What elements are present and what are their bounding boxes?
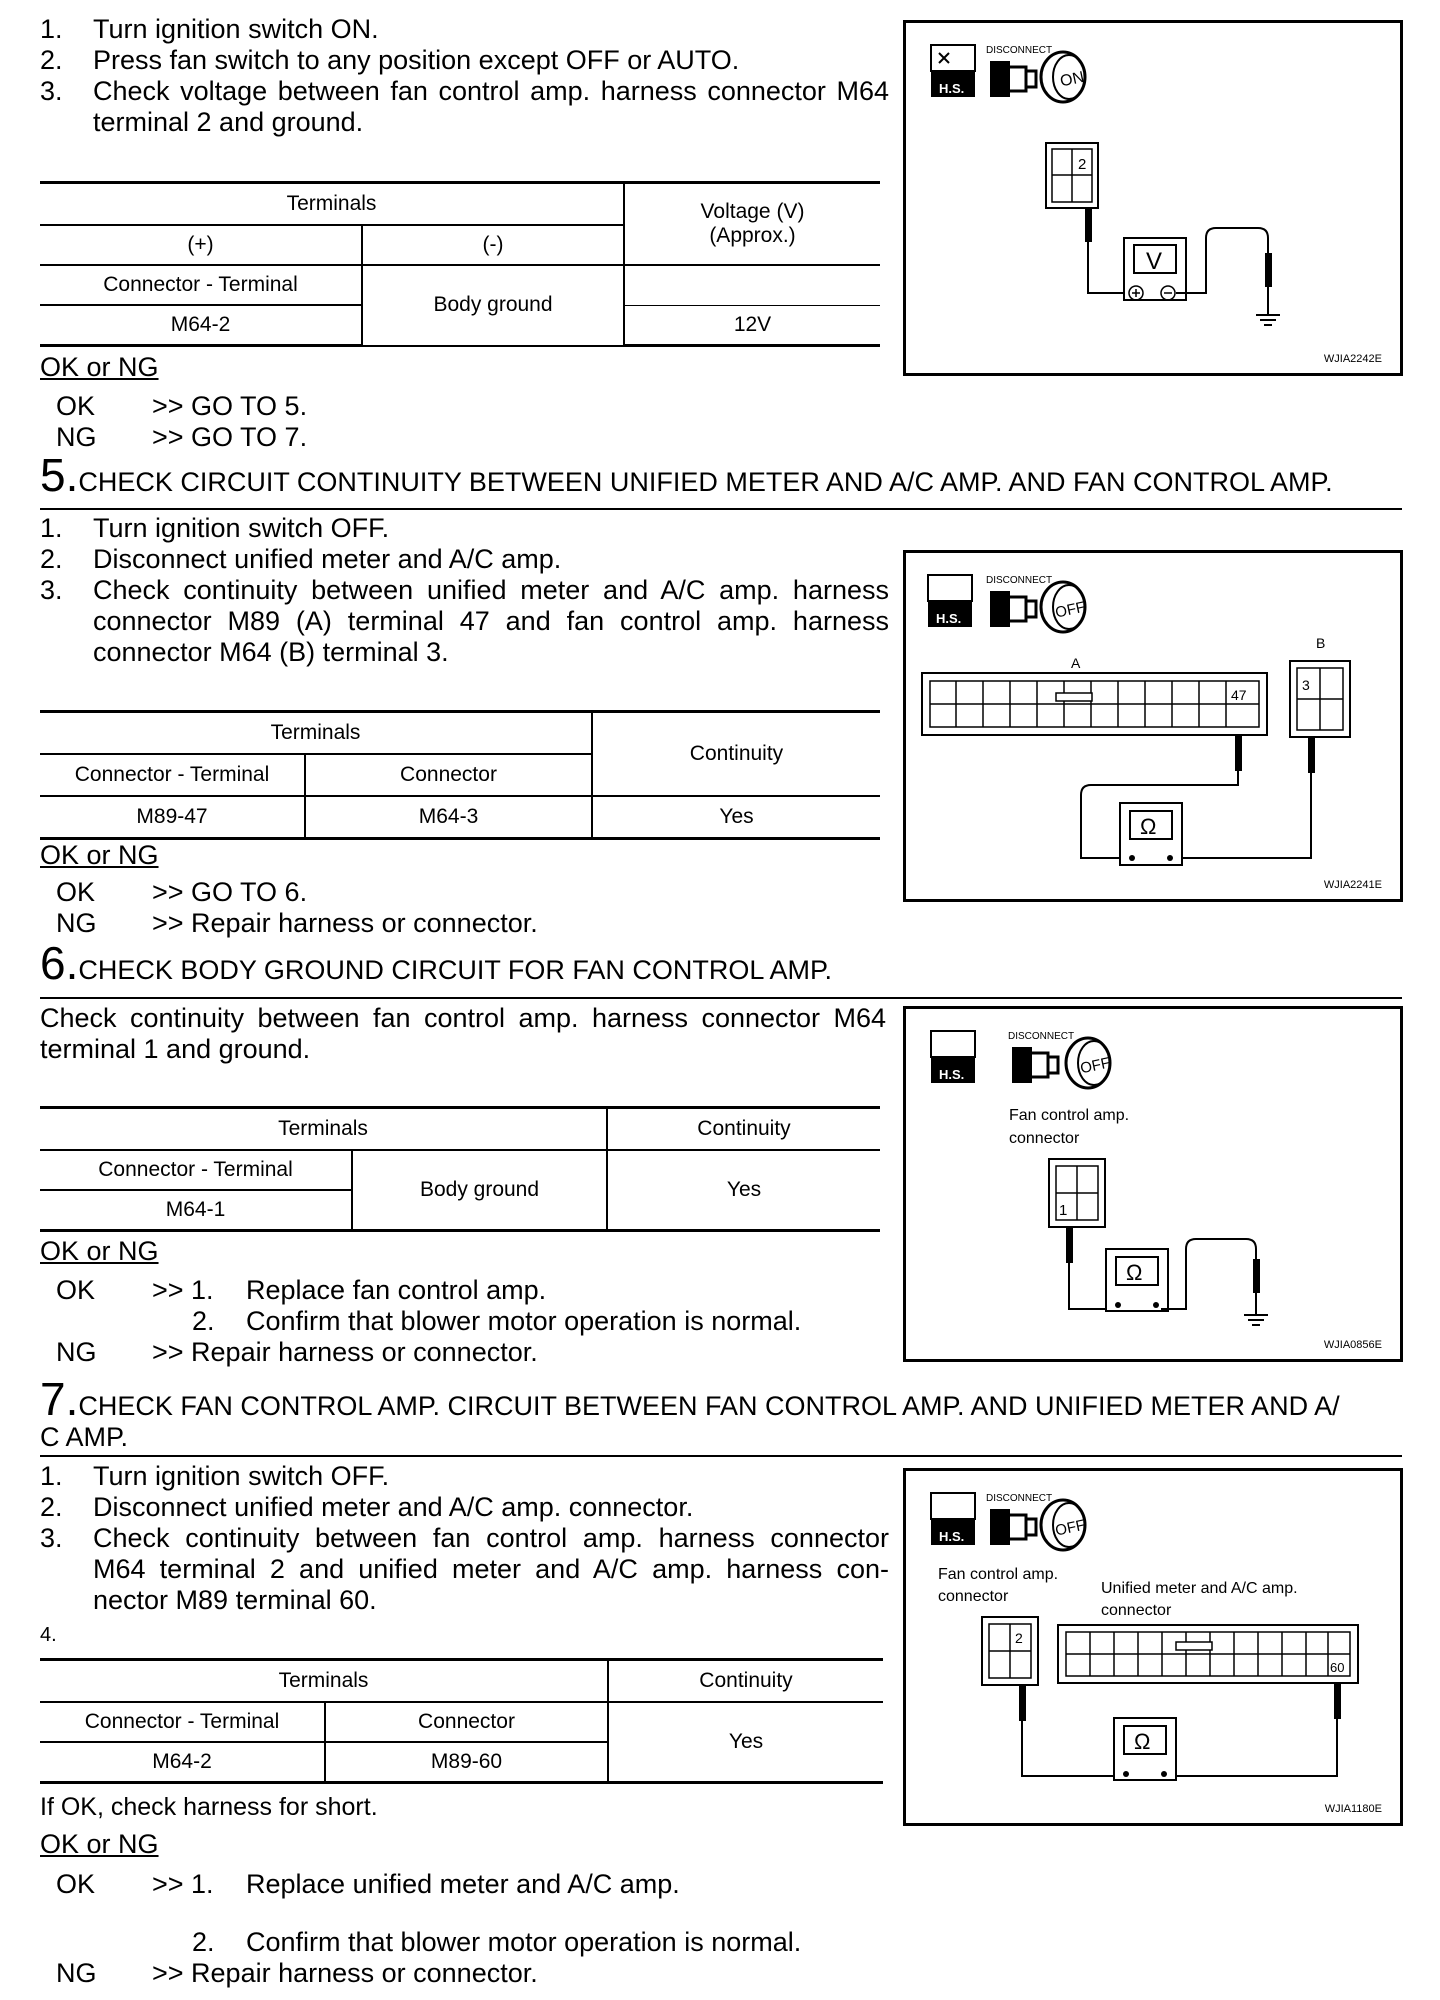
switch-label: OFF — [1053, 598, 1087, 622]
hs-label: H.S. — [939, 1067, 965, 1082]
connector-terminal-header: Connector - Terminal — [40, 1150, 352, 1190]
connector-terminal-value: M64-2 — [40, 1742, 325, 1783]
continuity-header: Continuity — [608, 1660, 883, 1703]
step-text: Press fan switch to any position except OFF or AUTO. — [93, 45, 740, 75]
step-number: 6. — [40, 937, 79, 989]
step-number: 2. — [40, 544, 63, 574]
step-number: 2. — [40, 45, 63, 75]
step7-instruction-2 — [40, 1492, 890, 1523]
fan-control-amp-connector — [1049, 1159, 1105, 1227]
result-subtext: Replace unified meter and A/C amp. — [246, 1869, 680, 1899]
terminal-label: 1 — [1059, 1202, 1068, 1219]
figure-id: WJIA2241E — [1323, 879, 1382, 891]
step-number: 7. — [40, 1373, 79, 1425]
switch-label: ON — [1058, 68, 1086, 91]
step-text: Turn ignition switch OFF. — [93, 513, 390, 543]
continuity-value: Yes — [607, 1150, 880, 1231]
step5-heading — [40, 448, 1333, 501]
meter-label: V — [1146, 248, 1163, 275]
meter-label: Ω — [1140, 814, 1157, 839]
step-title: CHECK BODY GROUND CIRCUIT FOR FAN CONTROL AMP. — [78, 955, 832, 985]
step7-result-ok — [56, 1869, 856, 1900]
step6-okng-heading: OK or NG — [40, 1236, 159, 1266]
probe-positive — [1066, 1227, 1073, 1263]
result-text: 2. — [192, 1927, 215, 1957]
fan-control-amp-connector — [1046, 143, 1098, 208]
step-text: Check continuity between unified meter and A/C amp. harness connector M89 (A) terminal 47 and fan control amp. harness connector M64 (B) terminal 3. — [93, 575, 889, 667]
connector-b-label: B — [1316, 635, 1326, 651]
result-label: OK — [56, 877, 96, 907]
connector-caption-1: Fan control amp. — [1009, 1107, 1130, 1124]
step-number: 1. — [40, 1461, 63, 1491]
step7-instruction-4 — [40, 1624, 57, 1647]
step-number: 4. — [40, 1624, 57, 1646]
divider — [40, 1455, 1402, 1457]
continuity-header: Continuity — [592, 712, 880, 797]
connector-plug-icon — [990, 1509, 1036, 1545]
connector-plug-icon — [990, 591, 1036, 627]
step6-instruction: Check continuity between fan control amp. harness connector M64 terminal 1 and ground. — [40, 1003, 886, 1064]
step5-instruction-2 — [40, 544, 890, 575]
probe-b — [1308, 737, 1315, 773]
step7-okng-heading: OK or NG — [40, 1829, 159, 1859]
fan-control-amp-connector — [982, 1617, 1038, 1685]
result-text: >> Repair harness or connector. — [152, 1958, 538, 1988]
connector-plug-icon — [1012, 1047, 1058, 1083]
result-label: NG — [56, 908, 97, 938]
step5-result-ok — [56, 877, 856, 908]
probe-a — [1019, 1685, 1026, 1721]
figure-id: WJIA1180E — [1324, 1803, 1382, 1815]
connector-value: M64-3 — [305, 796, 592, 839]
ground-check-diagram — [906, 1009, 1400, 1359]
step5-figure — [903, 550, 1403, 902]
divider — [40, 508, 1402, 510]
result-subtext: Replace fan control amp. — [246, 1275, 547, 1305]
connector-terminal-header: Connector - Terminal — [40, 1702, 325, 1742]
result-label: OK — [56, 1275, 96, 1305]
probe-negative — [1253, 1259, 1260, 1293]
unified-meter-connector — [1058, 1625, 1358, 1683]
result-text: >> GO TO 7. — [152, 422, 308, 452]
step-number: 3. — [40, 76, 63, 106]
terminals-header: Terminals — [40, 183, 624, 226]
step-title: CHECK CIRCUIT CONTINUITY BETWEEN UNIFIED METER AND A/C AMP. AND FAN CONTROL AMP. — [78, 467, 1333, 497]
result-label: OK — [56, 1869, 96, 1899]
probe-positive — [1085, 208, 1092, 242]
hs-label: H.S. — [939, 1529, 965, 1544]
disconnect-label: DISCONNECT — [1008, 1031, 1075, 1042]
connector-b-caption-2: connector — [1101, 1602, 1172, 1619]
connector-b-caption-1: Unified meter and A/C amp. — [1101, 1580, 1298, 1597]
body-ground-cell: Body ground — [352, 1150, 607, 1231]
step-number: 1. — [40, 513, 63, 543]
result-text: >> 1. — [152, 1869, 214, 1899]
step7-figure — [903, 1468, 1403, 1826]
result-label: NG — [56, 1337, 97, 1367]
probe-b — [1334, 1683, 1341, 1719]
minus-header: (-) — [362, 225, 624, 265]
step-title: CHECK FAN CONTROL AMP. CIRCUIT BETWEEN FAN CONTROL AMP. AND UNIFIED METER AND A/ — [78, 1391, 1340, 1421]
meter-label: Ω — [1126, 1260, 1143, 1285]
figure-id: WJIA2242E — [1323, 353, 1382, 365]
body-ground-cell: Body ground — [362, 265, 624, 346]
step4-instruction-2 — [40, 45, 890, 76]
probe-negative — [1265, 253, 1272, 287]
disconnect-label: DISCONNECT — [986, 575, 1053, 586]
continuity-value: Yes — [592, 796, 880, 839]
result-subtext: Confirm that blower motor operation is normal. — [246, 1306, 802, 1336]
step7-instruction-3 — [40, 1523, 890, 1616]
terminal-2-label: 2 — [1015, 1630, 1023, 1646]
plus-header: (+) — [40, 225, 362, 265]
step6-figure — [903, 1006, 1403, 1362]
step5-instruction-1 — [40, 513, 890, 544]
step6-continuity-table — [40, 1106, 880, 1232]
result-subtext: Confirm that blower motor operation is normal. — [246, 1927, 802, 1957]
switch-label: OFF — [1053, 1516, 1087, 1540]
step6-result-ng — [56, 1337, 856, 1368]
terminal-label: 2 — [1078, 156, 1087, 173]
step-text: Disconnect unified meter and A/C amp. connector. — [93, 1492, 694, 1522]
step5-instruction-3 — [40, 575, 890, 668]
continuity-value: Yes — [608, 1702, 883, 1783]
step7-instruction-1 — [40, 1461, 890, 1492]
connector-a-label: A — [1071, 655, 1081, 671]
harness-continuity-diagram — [906, 1471, 1400, 1823]
continuity-check-diagram — [906, 553, 1400, 899]
ground-icon — [1244, 1293, 1268, 1325]
step-number: 2. — [40, 1492, 63, 1522]
connector-terminal-value: M89-47 — [40, 796, 305, 839]
step7-heading-line2: C AMP. — [40, 1422, 129, 1452]
connector-header: Connector — [305, 754, 592, 796]
unified-meter-connector — [922, 673, 1267, 735]
result-text: >> Repair harness or connector. — [152, 908, 538, 938]
switch-label: OFF — [1078, 1054, 1112, 1078]
connector-a-caption-1: Fan control amp. — [938, 1566, 1059, 1583]
step-number: 3. — [40, 575, 63, 605]
terminals-header: Terminals — [40, 1108, 607, 1151]
step-text: Check voltage between fan control amp. harness connector M64 terminal 2 and ground. — [93, 76, 889, 137]
terminals-header: Terminals — [40, 712, 592, 755]
result-text: >> Repair harness or connector. — [152, 1337, 538, 1367]
step4-figure — [903, 20, 1403, 376]
result-text: 2. — [192, 1306, 215, 1336]
ground-icon — [1256, 287, 1280, 325]
disconnect-label: DISCONNECT — [986, 45, 1053, 56]
step-number: 3. — [40, 1523, 63, 1553]
figure-id: WJIA0856E — [1323, 1339, 1382, 1351]
step7-continuity-table — [40, 1658, 883, 1784]
voltage-value-cell: 12V — [624, 305, 880, 346]
result-label: OK — [56, 391, 96, 421]
step-number: 5. — [40, 449, 79, 501]
hs-label: H.S. — [936, 611, 962, 626]
connector-terminal-header: Connector - Terminal — [40, 754, 305, 796]
step-text: Disconnect unified meter and A/C amp. — [93, 544, 562, 574]
connector-caption-2: connector — [1009, 1130, 1080, 1147]
connector-terminal-header: Connector - Terminal — [40, 265, 362, 305]
terminal-60-label: 60 — [1330, 1660, 1345, 1675]
connector-terminal-value: M64-1 — [40, 1190, 352, 1231]
step4-result-ok — [56, 391, 656, 422]
step7-heading — [40, 1372, 1340, 1425]
continuity-header: Continuity — [607, 1108, 880, 1151]
connector-plug-icon — [990, 61, 1036, 97]
step5-okng-heading: OK or NG — [40, 840, 159, 870]
terminal-47-label: 47 — [1231, 687, 1247, 703]
fan-control-amp-connector — [1290, 661, 1350, 737]
result-label: NG — [56, 422, 97, 452]
disconnect-label: DISCONNECT — [986, 1493, 1053, 1504]
connector-a-caption-2: connector — [938, 1588, 1009, 1605]
step7-result-ng — [56, 1958, 856, 1989]
step5-continuity-table — [40, 710, 880, 840]
hs-label: H.S. — [939, 81, 965, 96]
result-text: >> GO TO 5. — [152, 391, 308, 421]
voltage-check-diagram — [906, 23, 1400, 373]
probe-a — [1235, 735, 1242, 771]
step6-heading — [40, 936, 832, 989]
step5-result-ng — [56, 908, 856, 939]
step4-okng-heading: OK or NG — [40, 352, 159, 382]
step4-voltage-table — [40, 181, 880, 347]
result-label: NG — [56, 1958, 97, 1988]
step4-instruction-3 — [40, 76, 890, 138]
step-text: Turn ignition switch OFF. — [93, 1461, 390, 1491]
step-text: Turn ignition switch ON. — [93, 14, 379, 44]
step-text: Check continuity between fan control amp. harness connector M64 terminal 2 and unified meter and A/C amp. harness con- nector M89 terminal 60. — [93, 1523, 889, 1615]
result-text: >> 1. — [152, 1275, 214, 1305]
voltage-header: Voltage (V) (Approx.) — [624, 183, 880, 266]
connector-value-cell: M64-2 — [40, 305, 362, 346]
step7-note: If OK, check harness for short. — [40, 1793, 378, 1821]
connector-header: Connector — [325, 1702, 608, 1742]
step6-result-ok — [56, 1275, 856, 1306]
meter-label: Ω — [1134, 1729, 1151, 1754]
divider — [40, 997, 1402, 999]
terminal-3-label: 3 — [1302, 677, 1310, 693]
step4-instruction-1 — [40, 14, 890, 45]
connector-value: M89-60 — [325, 1742, 608, 1783]
step-number: 1. — [40, 14, 63, 44]
result-text: >> GO TO 6. — [152, 877, 308, 907]
terminals-header: Terminals — [40, 1660, 608, 1703]
